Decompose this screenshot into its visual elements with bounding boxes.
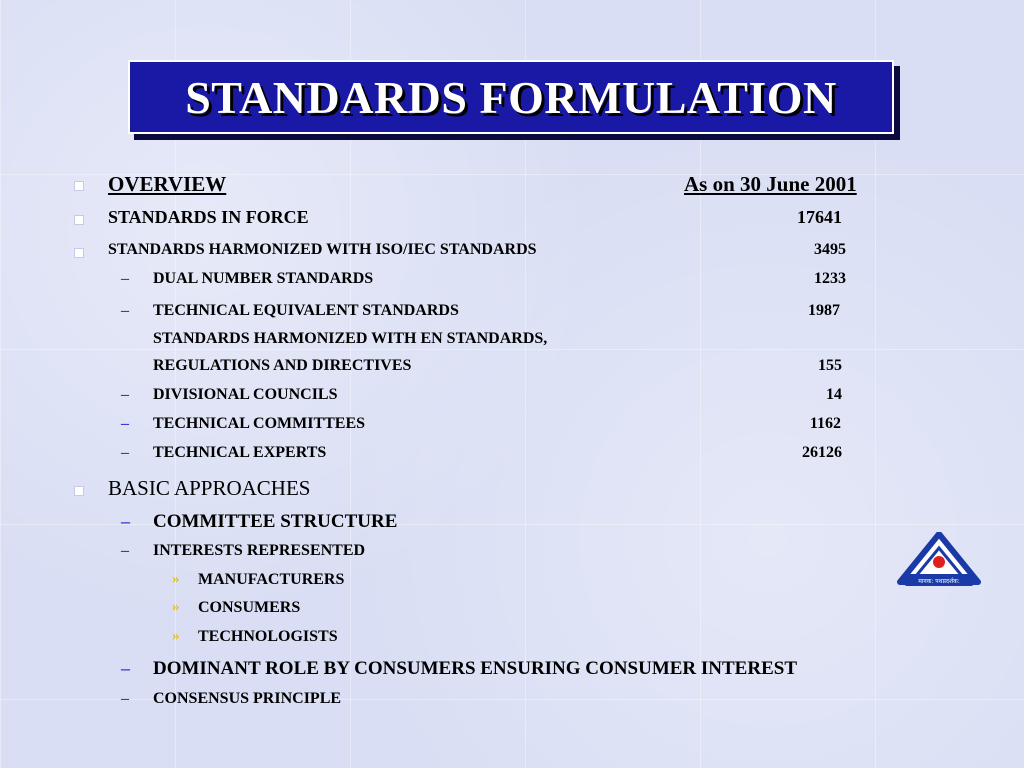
item-label: REGULATIONS AND DIRECTIVES bbox=[153, 357, 412, 374]
item-value: 155 bbox=[818, 357, 842, 374]
dash-bullet-icon: – bbox=[121, 511, 130, 531]
list-item bbox=[0, 628, 1024, 650]
item-value: 1233 bbox=[814, 270, 846, 287]
list-item bbox=[0, 476, 1024, 502]
dash-bullet-icon: – bbox=[121, 658, 130, 678]
dash-bullet-icon: – bbox=[121, 690, 129, 707]
chevron-bullet-icon: » bbox=[172, 599, 180, 615]
square-bullet-icon bbox=[74, 215, 84, 225]
list-item bbox=[0, 511, 1024, 535]
as-on-date: As on 30 June 2001 bbox=[684, 172, 857, 196]
basic-approaches-label: BASIC APPROACHES bbox=[108, 476, 311, 500]
item-label: CONSUMERS bbox=[198, 599, 301, 616]
item-value: 17641 bbox=[797, 207, 842, 227]
item-label: TECHNICAL EQUIVALENT STANDARDS bbox=[153, 302, 459, 319]
square-bullet-icon bbox=[74, 248, 84, 258]
item-label: TECHNICAL COMMITTEES bbox=[153, 415, 366, 432]
logo-text: मानक: पथप्रदर्शक: bbox=[918, 578, 960, 585]
list-item bbox=[0, 386, 1024, 408]
item-label: CONSENSUS PRINCIPLE bbox=[153, 690, 342, 707]
item-label: TECHNOLOGISTS bbox=[198, 628, 338, 645]
list-item bbox=[0, 658, 1024, 682]
chevron-bullet-icon: » bbox=[172, 571, 180, 587]
dash-bullet-icon: – bbox=[121, 302, 129, 319]
overview-row bbox=[0, 172, 1024, 198]
list-item bbox=[0, 241, 1024, 263]
item-label: COMMITTEE STRUCTURE bbox=[153, 511, 398, 532]
dash-bullet-icon: – bbox=[121, 444, 129, 461]
item-label: STANDARDS HARMONIZED WITH ISO/IEC STANDARDS bbox=[108, 241, 537, 258]
list-item bbox=[0, 270, 1024, 292]
item-value: 3495 bbox=[814, 241, 846, 258]
slide-title: STANDARDS FORMULATION bbox=[185, 71, 837, 123]
dash-bullet-icon: – bbox=[121, 415, 129, 432]
list-item bbox=[0, 571, 1024, 593]
list-item bbox=[0, 599, 1024, 621]
dash-bullet-icon: – bbox=[121, 386, 129, 403]
list-item bbox=[0, 330, 1024, 352]
item-value: 1162 bbox=[809, 415, 841, 432]
slide-title-box bbox=[128, 60, 894, 134]
item-value: 26126 bbox=[802, 444, 842, 461]
item-label: INTERESTS REPRESENTED bbox=[153, 542, 366, 559]
dash-bullet-icon: – bbox=[121, 542, 129, 559]
item-label: STANDARDS HARMONIZED WITH EN STANDARDS, bbox=[153, 330, 548, 347]
list-item bbox=[0, 690, 1024, 712]
item-label: DIVISIONAL COUNCILS bbox=[153, 386, 338, 403]
item-label: DOMINANT ROLE BY CONSUMERS ENSURING CONSUMER INTEREST bbox=[153, 658, 797, 679]
list-item bbox=[0, 302, 1024, 324]
square-bullet-icon bbox=[74, 181, 84, 191]
item-label: MANUFACTURERS bbox=[198, 571, 345, 588]
item-value: 1987 bbox=[808, 302, 840, 319]
overview-label: OVERVIEW bbox=[108, 172, 227, 196]
dash-bullet-icon: – bbox=[121, 270, 129, 287]
item-label: STANDARDS IN FORCE bbox=[108, 207, 309, 227]
chevron-bullet-icon: » bbox=[172, 628, 180, 644]
item-label: TECHNICAL EXPERTS bbox=[153, 444, 327, 461]
bis-logo-icon bbox=[896, 532, 982, 592]
list-item bbox=[0, 444, 1024, 466]
list-item bbox=[0, 415, 1024, 437]
square-bullet-icon bbox=[74, 486, 84, 496]
list-item bbox=[0, 357, 1024, 379]
item-value: 14 bbox=[826, 386, 842, 403]
list-item bbox=[0, 207, 1024, 231]
list-item bbox=[0, 542, 1024, 564]
item-label: DUAL NUMBER STANDARDS bbox=[153, 270, 374, 287]
